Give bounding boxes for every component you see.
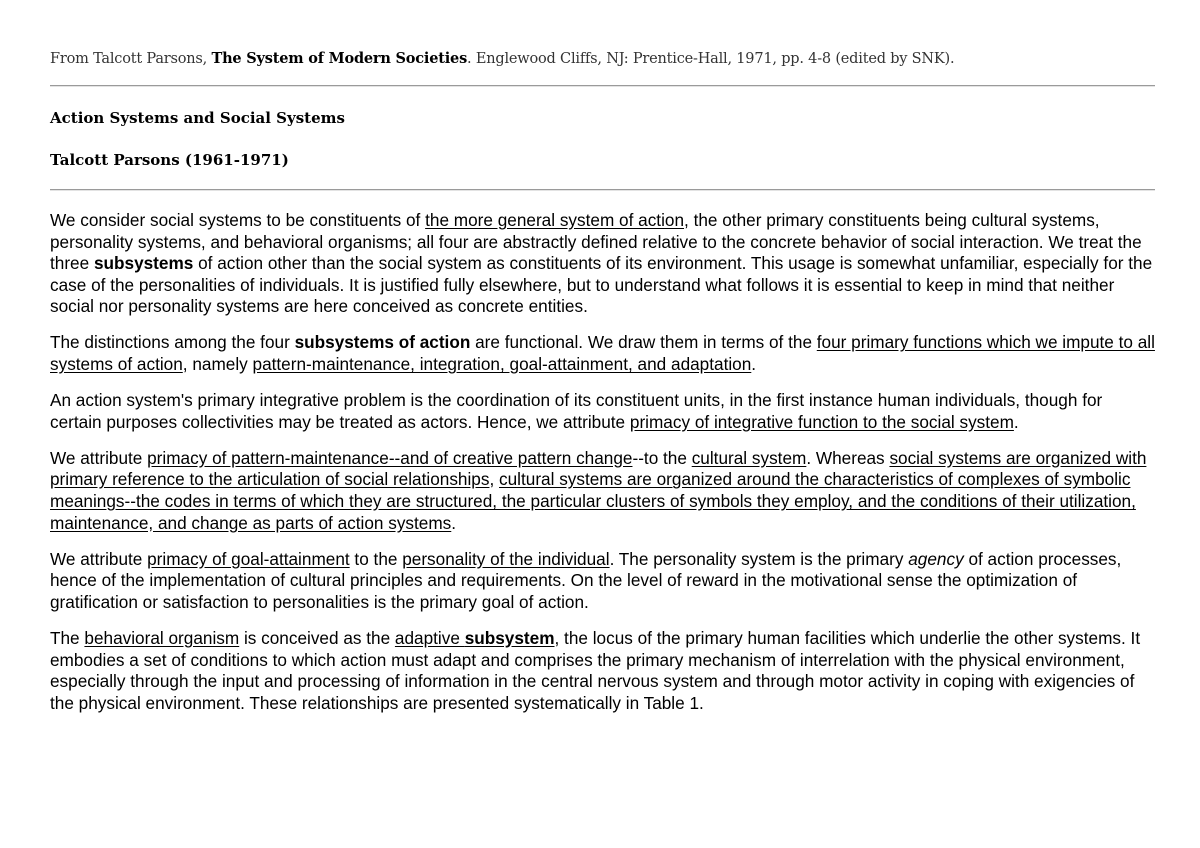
underlined-phrase: behavioral organism: [84, 628, 240, 648]
text-run: We attribute: [50, 447, 148, 468]
underlined-phrase: four primary functions which we impute to all systems of action: [50, 332, 1155, 375]
text-run: is conceived as the: [239, 628, 395, 648]
citation-prefix: From Talcott Parsons,: [50, 51, 212, 67]
underlined-phrase: primacy of integrative function to the social system: [629, 411, 1014, 432]
text-run: ,: [489, 469, 500, 490]
citation-suffix: . Englewood Cliffs, NJ: Prentice-Hall, 1971, pp. 4-8 (edited by SNK).: [467, 51, 955, 67]
text-run: of action processes, hence of the implementation of cultural principles and requirements. On the level of reward in the motivational sense the optimization of gratification or satisfaction to personalities is the primary goal of action.: [50, 548, 1122, 612]
text-run: , the locus of the primary human facilities which underlie the other systems. It embodies a set of conditions to which action must adapt and comprises the primary mechanism of interrelation with the physical environment, especially through the input and processing of information in the central nervous system and through motor activity in coping with exigencies of the physical environment. These relationships are presented systematically in Table 1.: [50, 628, 1141, 713]
bold-term: subsystems of action: [294, 332, 471, 353]
text-run: . Whereas: [806, 447, 890, 468]
author-line: Talcott Parsons (1961-1971): [50, 151, 289, 169]
underlined-phrase: cultural systems are organized around the characteristics of complexes of symbolic meanings--the codes in terms of which they are structured, the particular clusters of symbols they employ, and the conditions of their utilization, maintenance, and change as parts of action systems: [50, 469, 1136, 533]
text-run: .: [1013, 411, 1019, 432]
text-run: The distinctions among the four: [50, 332, 295, 353]
paragraph-6: [50, 628, 1155, 714]
paragraph-3: [50, 390, 1155, 433]
paragraph-2: [50, 332, 1155, 375]
text-run: , the other primary constituents being cultural systems, personality systems, and behavioral organisms; all four are abstractly defined relative to the concrete behavior of social interaction. We treat the three: [50, 210, 1142, 274]
underlined-phrase: primacy of pattern-maintenance--and of creative pattern change: [147, 447, 633, 468]
paragraph-5: [50, 549, 1155, 614]
text-run: The: [50, 628, 85, 648]
underlined-phrase: pattern-maintenance, integration, goal-attainment, and adaptation: [252, 354, 752, 375]
paragraph-4: [50, 448, 1155, 534]
underlined-phrase: social systems are organized with primary reference to the articulation of social relationships: [50, 447, 1147, 490]
text-run: We consider social systems to be constituents of: [50, 210, 426, 230]
underlined-phrase: adaptive: [394, 628, 465, 648]
text-run: .: [451, 512, 457, 533]
top-divider: [50, 85, 1155, 87]
text-run: .: [751, 354, 757, 375]
book-title: The System of Modern Societies: [211, 50, 468, 67]
italic-term: agency: [908, 548, 964, 569]
text-run: --to the: [632, 447, 692, 468]
citation-line: [50, 50, 954, 67]
bold-term: subsystems: [93, 253, 194, 274]
paragraph-1: [50, 210, 1155, 318]
underlined-phrase: the more general system of action: [425, 210, 685, 230]
underlined-bold-term: [465, 628, 555, 648]
text-run: . The personality system is the primary: [609, 548, 909, 569]
underlined-phrase: primacy of goal-attainment: [147, 548, 350, 569]
text-run: An action system's primary integrative problem is the coordination of its constituent units, in the first instance human individuals, though for certain purposes collectivities may be treated as actors. Hence, we attribute: [50, 390, 1103, 432]
text-run: to the: [349, 548, 403, 569]
underlined-phrase: cultural system: [691, 447, 807, 468]
text-run: We attribute: [50, 548, 148, 569]
article-body: [50, 210, 1155, 729]
page-title: Action Systems and Social Systems: [50, 109, 345, 127]
bold-term: subsystem: [464, 628, 555, 648]
heading-divider: [50, 189, 1155, 191]
text-run: are functional. We draw them in terms of the: [470, 332, 817, 353]
text-run: of action other than the social system as constituents of its environment. This usage is somewhat unfamiliar, especially for the case of the personalities of individuals. It is justified fully elsewhere, but to understand what follows it is essential to keep in mind that neither social nor personality systems are here conceived as concrete entities.: [50, 253, 1153, 317]
underlined-phrase: personality of the individual: [402, 548, 610, 569]
text-run: , namely: [182, 354, 253, 375]
